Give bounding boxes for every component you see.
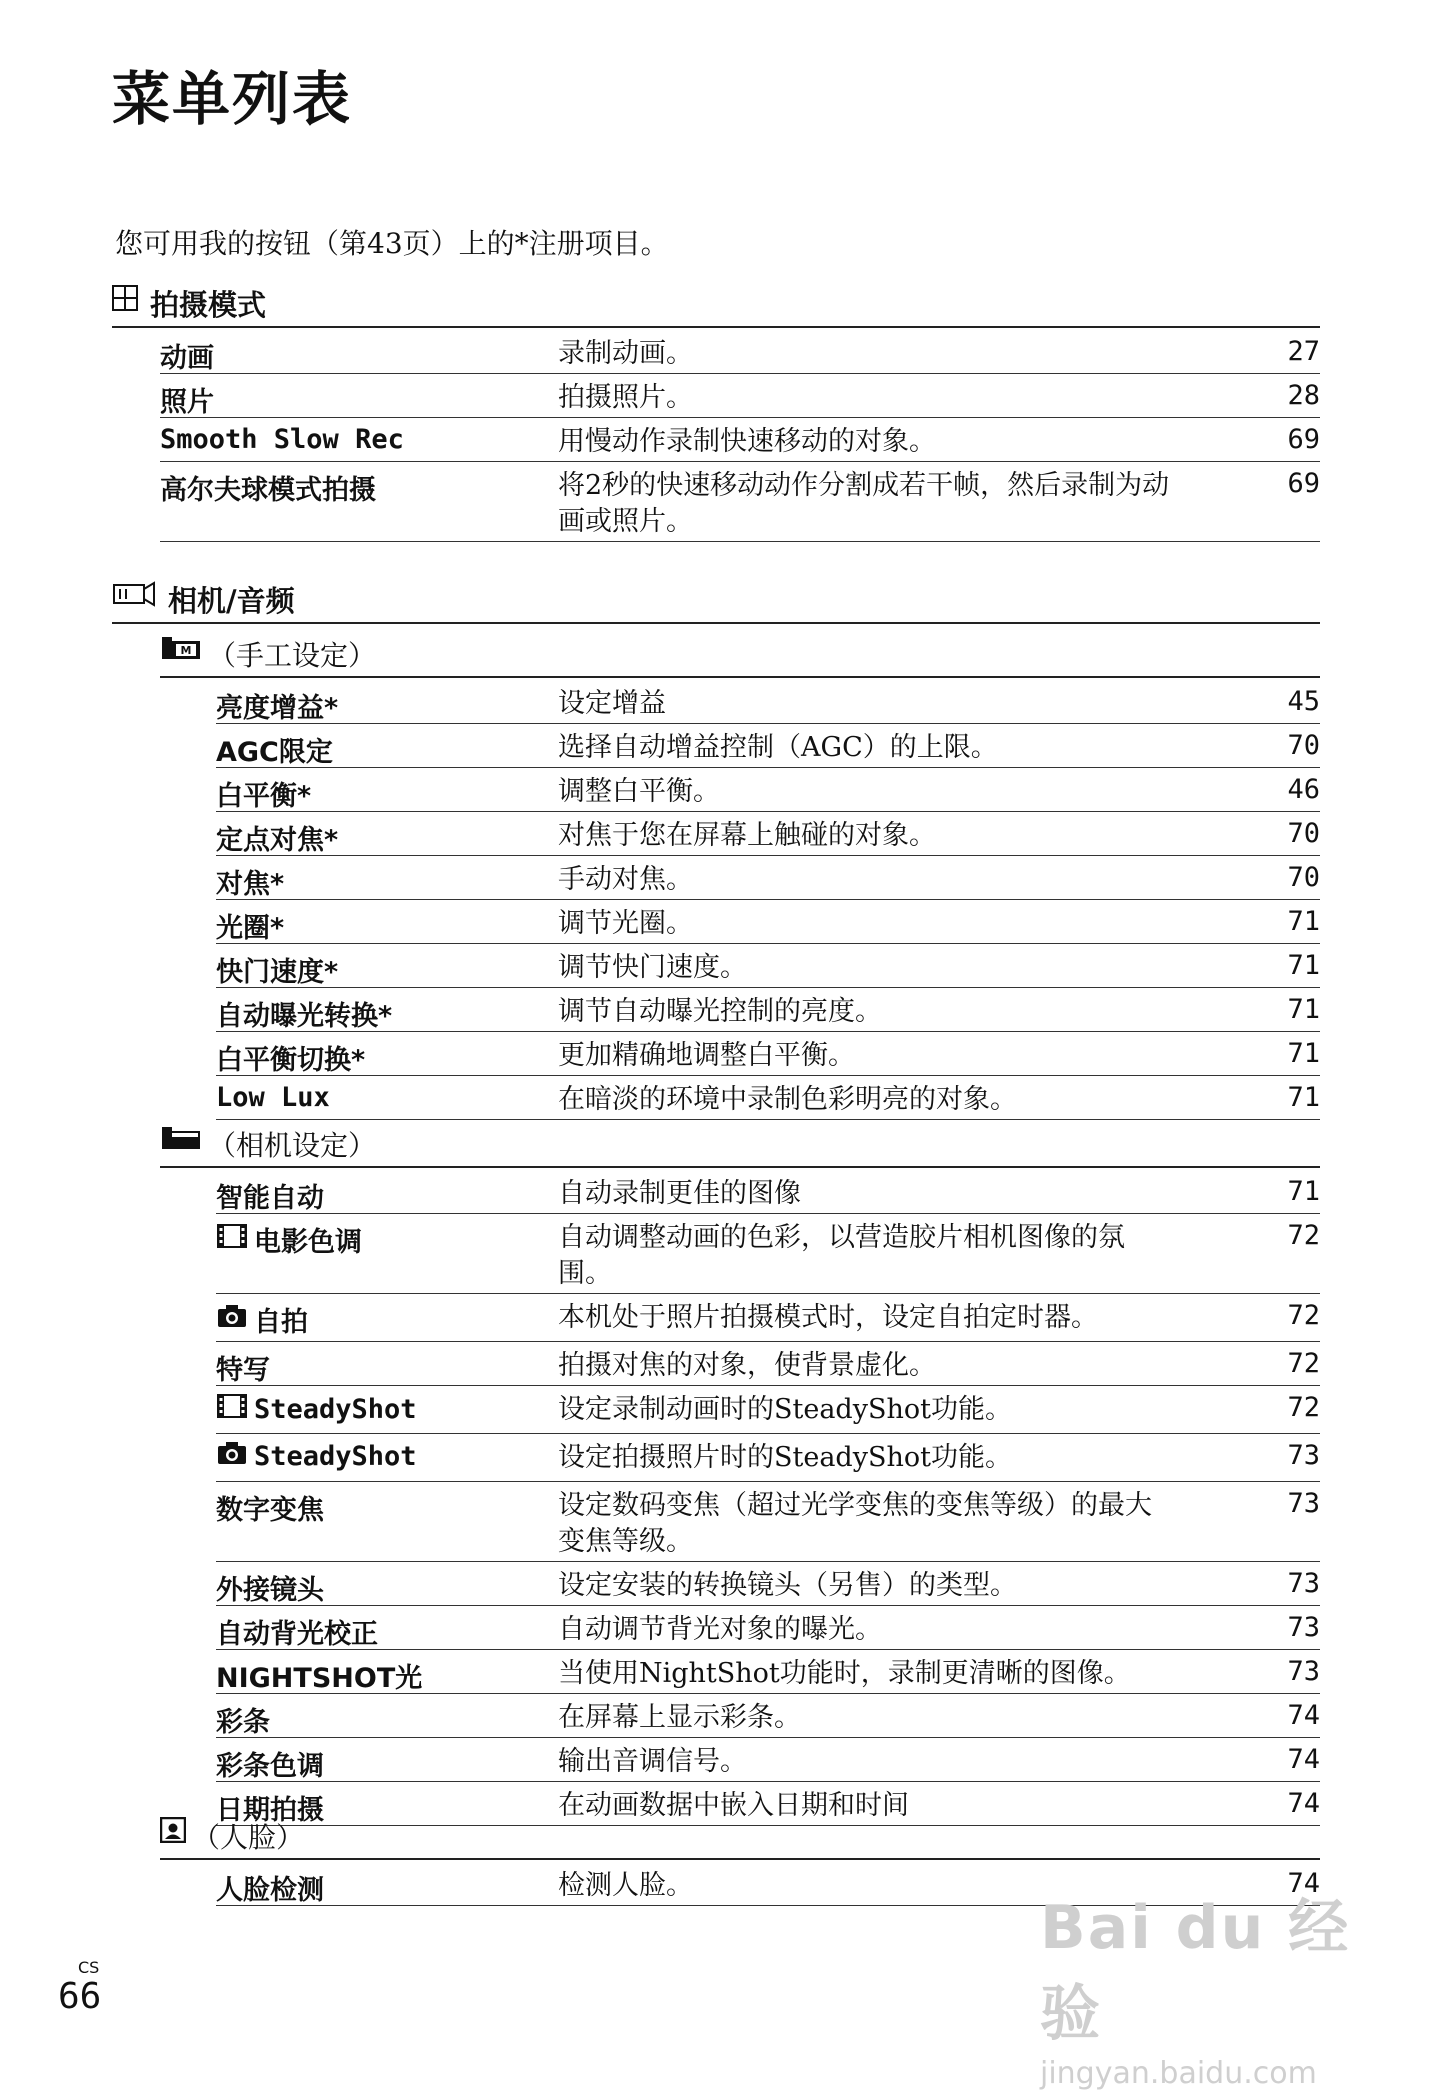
table-row: [160, 462, 1320, 542]
item-description: 检测人脸。: [558, 1870, 693, 1901]
item-description: 设定拍摄照片时的SteadyShot功能。: [558, 1442, 1012, 1473]
item-name: [160, 468, 376, 507]
item-page-ref: 74: [1287, 1788, 1320, 1819]
table-row: [216, 856, 1320, 900]
item-page-ref: 73: [1287, 1440, 1320, 1471]
item-description: 自动录制更佳的图像: [558, 1178, 801, 1209]
item-description: 自动调节背光对象的曝光。: [558, 1614, 882, 1645]
item-page-ref: 70: [1287, 862, 1320, 893]
subsection-title: [160, 1128, 1320, 1168]
item-page-ref: 74: [1287, 1700, 1320, 1731]
watermark-url: jingyan.baidu.com: [1040, 2056, 1317, 2091]
film-icon: [216, 1392, 248, 1427]
item-name-label: 高尔夫球模式拍摄: [160, 475, 376, 506]
item-name: [216, 1082, 330, 1113]
item-page-ref: 69: [1287, 468, 1320, 499]
item-name-label: 人脸检测: [216, 1875, 324, 1906]
item-name: [216, 1220, 362, 1259]
item-page-ref: 71: [1287, 906, 1320, 937]
item-description: 手动对焦。: [558, 864, 693, 895]
item-page-ref: 27: [1287, 336, 1320, 367]
item-name-label: 白平衡*: [216, 781, 312, 812]
item-name: [216, 1038, 365, 1077]
table-row: [216, 1032, 1320, 1076]
intro-text: 您可用我的按钮（第43页）上的*注册项目。: [115, 227, 669, 260]
table-row: [216, 1482, 1320, 1562]
item-page-ref: 46: [1287, 774, 1320, 805]
item-name-label: 自动曝光转换*: [216, 1001, 393, 1032]
item-name: [216, 730, 333, 769]
item-description: 在屏幕上显示彩条。: [558, 1702, 801, 1733]
section-title-shooting-mode: [112, 288, 1320, 328]
item-name-label: SteadyShot: [254, 1394, 417, 1425]
table-row: [216, 900, 1320, 944]
item-name-label: 电影色调: [254, 1227, 362, 1258]
item-page-ref: 71: [1287, 1038, 1320, 1069]
page-language-code: CS: [78, 1958, 100, 1977]
item-name-label: 日期拍摄: [216, 1795, 324, 1826]
item-name-label: 对焦*: [216, 869, 285, 900]
item-name: [216, 1612, 378, 1651]
item-page-ref: 69: [1287, 424, 1320, 455]
item-name-label: 动画: [160, 343, 214, 374]
item-name: [216, 1568, 324, 1607]
item-name: [160, 336, 214, 375]
item-name: [216, 994, 392, 1033]
table-row: [160, 418, 1320, 462]
item-name: [216, 906, 284, 945]
page-number: 66: [58, 1976, 102, 2017]
item-name-label: AGC限定: [216, 737, 333, 768]
item-name-label: 白平衡切换*: [216, 1045, 366, 1076]
table-row: [216, 1606, 1320, 1650]
item-name: [216, 686, 338, 725]
table-row: [160, 374, 1320, 418]
section-title-label: 拍摄模式: [150, 288, 267, 322]
item-name: [216, 1300, 308, 1339]
item-name: [216, 1392, 417, 1427]
item-name-label: NIGHTSHOT光: [216, 1663, 423, 1694]
film-icon: [216, 1222, 248, 1257]
item-page-ref: 74: [1287, 1868, 1320, 1899]
item-name: [160, 380, 214, 419]
item-name: [216, 1700, 270, 1739]
item-description: 输出音调信号。: [558, 1746, 747, 1777]
item-description: 拍摄对焦的对象，使背景虚化。: [558, 1350, 936, 1381]
item-description: 设定增益: [558, 688, 666, 719]
item-description: 设定录制动画时的SteadyShot功能。: [558, 1394, 1012, 1425]
table-row: [216, 812, 1320, 856]
item-name-label: 光圈*: [216, 913, 285, 944]
item-description: 将2秒的快速移动动作分割成若干帧，然后录制为动画或照片。: [558, 470, 1170, 537]
item-description: 当使用NightShot功能时，录制更清晰的图像。: [558, 1658, 1131, 1689]
item-name-label: 外接镜头: [216, 1575, 324, 1606]
subsection-title-label: （人脸）: [192, 1821, 305, 1854]
still-camera-icon: [216, 1440, 248, 1473]
svg-text:M: M: [180, 644, 192, 657]
table-row: [216, 1386, 1320, 1434]
item-page-ref: 72: [1287, 1392, 1320, 1423]
table-row: [216, 988, 1320, 1032]
item-name-label: 定点对焦*: [216, 825, 339, 856]
table-row: [216, 1650, 1320, 1694]
item-name: [160, 424, 404, 455]
table-row: [160, 330, 1320, 374]
camcorder-icon: [112, 579, 156, 614]
item-description: 更加精确地调整白平衡。: [558, 1040, 855, 1071]
table-row: [216, 1738, 1320, 1782]
section-title-label: 相机/音频: [168, 584, 295, 618]
item-page-ref: 70: [1287, 730, 1320, 761]
table-row: [216, 1342, 1320, 1386]
item-description: 选择自动增益控制（AGC）的上限。: [558, 732, 998, 763]
table-row: [216, 1434, 1320, 1482]
table-row: [216, 768, 1320, 812]
item-name: [216, 950, 338, 989]
item-name-label: 数字变焦: [216, 1495, 324, 1526]
item-name-label: Low Lux: [216, 1082, 330, 1113]
item-description: 设定数码变焦（超过光学变焦的变焦等级）的最大变焦等级。: [558, 1490, 1152, 1557]
watermark-brand: Bai du 经验: [1040, 1893, 1351, 2049]
item-description: 自动调整动画的色彩，以营造胶片相机图像的氛围。: [558, 1222, 1125, 1289]
item-description: 调节快门速度。: [558, 952, 747, 983]
table-row: [216, 1562, 1320, 1606]
item-name: [216, 1348, 270, 1387]
item-name-label: 照片: [160, 387, 214, 418]
item-name: [216, 1656, 422, 1695]
item-page-ref: 72: [1287, 1348, 1320, 1379]
still-camera-icon: [216, 1303, 248, 1336]
item-name-label: 亮度增益*: [216, 693, 339, 724]
item-description: 录制动画。: [558, 338, 693, 369]
item-name-label: 彩条: [216, 1707, 270, 1738]
subsection-title: [160, 1820, 1320, 1860]
item-page-ref: 74: [1287, 1744, 1320, 1775]
item-description: 用慢动作录制快速移动的对象。: [558, 426, 936, 457]
item-name-label: Smooth Slow Rec: [160, 424, 404, 455]
table-row: [216, 1214, 1320, 1294]
item-page-ref: 45: [1287, 686, 1320, 717]
item-page-ref: 73: [1287, 1656, 1320, 1687]
table-row: [216, 944, 1320, 988]
item-name-label: 彩条色调: [216, 1751, 324, 1782]
item-name: [216, 1868, 324, 1907]
item-page-ref: 72: [1287, 1300, 1320, 1331]
item-description: 设定安装的转换镜头（另售）的类型。: [558, 1570, 1017, 1601]
item-page-ref: 28: [1287, 380, 1320, 411]
camera-settings-icon: [160, 1125, 202, 1158]
item-description: 对焦于您在屏幕上触碰的对象。: [558, 820, 936, 851]
item-page-ref: 73: [1287, 1488, 1320, 1519]
subsection-title-label: （相机设定）: [208, 1129, 377, 1162]
item-description: 拍摄照片。: [558, 382, 693, 413]
item-description: 调整白平衡。: [558, 776, 720, 807]
item-description: 调节光圈。: [558, 908, 693, 939]
item-name: [216, 1744, 324, 1783]
item-name: [216, 1488, 324, 1527]
section-title-camera-audio: [112, 584, 1320, 624]
item-name: [216, 774, 311, 813]
table-row: [216, 1694, 1320, 1738]
watermark: [1040, 1880, 1370, 2091]
subsection-title-label: （手工设定）: [208, 639, 377, 672]
face-icon: [160, 1817, 186, 1850]
item-description: 调节自动曝光控制的亮度。: [558, 996, 882, 1027]
table-row: [216, 724, 1320, 768]
item-page-ref: 73: [1287, 1568, 1320, 1599]
item-page-ref: 73: [1287, 1612, 1320, 1643]
item-page-ref: 71: [1287, 950, 1320, 981]
item-page-ref: 72: [1287, 1220, 1320, 1251]
grid-icon: [112, 284, 138, 318]
subsection-title: [160, 638, 1320, 678]
table-row: [216, 1076, 1320, 1120]
table-row: [216, 1170, 1320, 1214]
item-name: [216, 818, 338, 857]
item-name-label: 自拍: [254, 1307, 308, 1338]
item-description: 在动画数据中嵌入日期和时间: [558, 1790, 909, 1821]
item-name-label: 快门速度*: [216, 957, 339, 988]
item-description: 本机处于照片拍摄模式时，设定自拍定时器。: [558, 1302, 1098, 1333]
manual-camera-icon: [160, 635, 202, 668]
item-page-ref: 71: [1287, 994, 1320, 1025]
item-name: [216, 862, 284, 901]
item-name-label: SteadyShot: [254, 1441, 417, 1472]
item-description: 在暗淡的环境中录制色彩明亮的对象。: [558, 1084, 1017, 1115]
item-page-ref: 71: [1287, 1176, 1320, 1207]
item-page-ref: 71: [1287, 1082, 1320, 1113]
table-row: [216, 1294, 1320, 1342]
item-name: [216, 1176, 324, 1215]
item-name-label: 智能自动: [216, 1183, 324, 1214]
table-row: [216, 680, 1320, 724]
item-page-ref: 70: [1287, 818, 1320, 849]
item-name-label: 特写: [216, 1355, 270, 1386]
item-name: [216, 1440, 417, 1473]
item-name-label: 自动背光校正: [216, 1619, 378, 1650]
page-title: 菜单列表: [112, 65, 353, 133]
